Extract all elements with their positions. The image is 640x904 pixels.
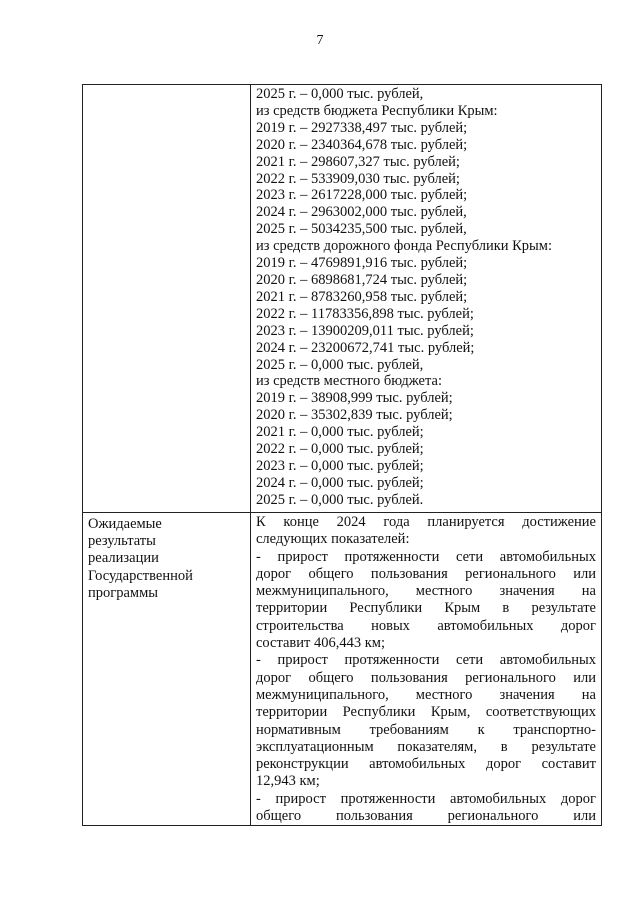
label-line: реализации [88,550,159,567]
result-line: К конце 2024 года планируется достижение [256,514,596,530]
label-line: программы [88,584,158,601]
funding-line: 2021 г. – 298607,327 тыс. рублей; [256,153,460,170]
funding-line: 2024 г. – 2963002,000 тыс. рублей, [256,204,467,221]
funding-line: 2021 г. – 8783260,958 тыс. рублей; [256,288,468,305]
label-line: результаты [88,533,156,550]
expected-results-text-cell [251,513,602,826]
result-line: дорог общего пользования регионального или [256,565,596,582]
funding-line: 2025 г. – 0,000 тыс. рублей. [256,491,424,508]
funding-line: 2020 г. – 2340364,678 тыс. рублей; [256,136,468,153]
funding-line: 2023 г. – 13900209,011 тыс. рублей; [256,322,474,339]
expected-results-label-cell [83,513,251,826]
result-line: нормативным требованиям к транспортно- [256,721,596,738]
funding-line: 2022 г. – 533909,030 тыс. рублей; [256,170,460,187]
funding-values-cell [251,85,602,513]
result-line: дорог общего пользования регионального или [256,669,596,686]
funding-line: 2023 г. – 0,000 тыс. рублей; [256,457,424,474]
result-line: - прирост протяженности сети автомобильных [256,548,596,565]
funding-line: 2019 г. – 4769891,916 тыс. рублей; [256,255,468,272]
funding-line: 2022 г. – 11783356,898 тыс. рублей; [256,305,474,322]
funding-line: 2020 г. – 6898681,724 тыс. рублей; [256,271,468,288]
result-line: составит 406,443 км; [256,635,385,652]
result-line: межмуниципального, местного значения на [256,583,596,600]
funding-line: 2020 г. – 35302,839 тыс. рублей; [256,407,453,424]
result-line: эксплуатационным показателям, в результате [256,738,596,755]
funding-line: из средств местного бюджета: [256,373,442,390]
funding-line: из средств бюджета Республики Крым: [256,102,498,119]
label-line: Государственной [88,567,193,584]
result-line: - прирост протяженности автомобильных дорог [256,790,596,807]
result-line: - прирост протяженности сети автомобильных [256,652,596,669]
result-line: межмуниципального, местного значения на [256,686,596,703]
funding-line: 2019 г. – 38908,999 тыс. рублей; [256,390,453,407]
funding-line: 2025 г. – 0,000 тыс. рублей, [256,356,424,373]
funding-line: 2019 г. – 2927338,497 тыс. рублей; [256,119,468,136]
expected-results-row [83,513,602,826]
funding-line: 2022 г. – 0,000 тыс. рублей; [256,441,424,458]
page-number: 7 [316,33,324,48]
result-line: реконструкции автомобильных дорог составит [256,756,596,773]
result-line: территории Республики Крым в результате [256,600,596,617]
result-line: общего пользования регионального или [256,808,596,825]
funding-line: 2024 г. – 23200672,741 тыс. рублей; [256,339,475,356]
funding-line: 2025 г. – 0,000 тыс. рублей, [256,86,424,102]
program-passport-table [82,84,602,826]
funding-row [83,85,602,513]
result-line: территории Республики Крым, соответствующих [256,704,596,721]
result-line: 12,943 км; [256,773,320,790]
result-line: следующих показателей: [256,531,410,548]
result-line: строительства новых автомобильных дорог [256,617,596,634]
funding-line: 2024 г. – 0,000 тыс. рублей; [256,474,424,491]
funding-line: 2023 г. – 2617228,000 тыс. рублей; [256,187,468,204]
funding-line: 2021 г. – 0,000 тыс. рублей; [256,424,424,441]
funding-line: из средств дорожного фонда Республики Крым: [256,238,552,255]
funding-label-cell [83,85,251,513]
label-line: Ожидаемые [88,516,162,532]
funding-line: 2025 г. – 5034235,500 тыс. рублей, [256,221,467,238]
